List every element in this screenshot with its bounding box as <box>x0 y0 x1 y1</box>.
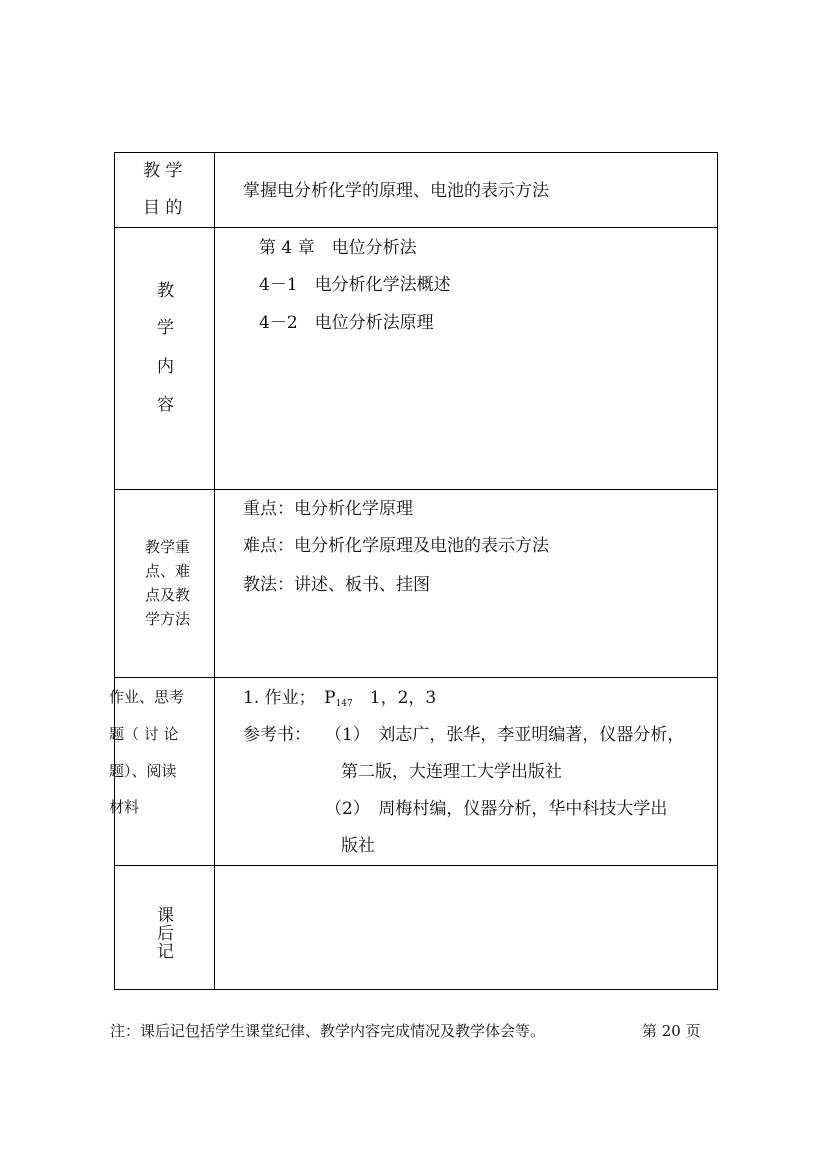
cell-teaching-objective <box>215 153 717 227</box>
label-char: 课 <box>157 906 174 926</box>
reference-2-cont: 版社 <box>341 836 375 856</box>
cell-homework <box>215 678 717 865</box>
label-line: 学方法 <box>145 610 191 628</box>
label-line: 教 学 <box>143 161 183 181</box>
reference-2: （2） 周梅村编，仪器分析，华中科技大学出 <box>325 799 668 819</box>
row-teaching-objective <box>115 153 717 228</box>
label-line: 点及教 <box>145 586 191 604</box>
reference-1-cont: 第二版，大连理工大学出版社 <box>341 762 562 782</box>
label-line: 题）、阅读 <box>109 762 177 780</box>
reference-label: 参考书： <box>243 725 311 745</box>
difficulty-line: 难点：电分析化学原理及电池的表示方法 <box>243 536 549 556</box>
method-line: 教法：讲述、板书、挂图 <box>243 575 430 595</box>
label-char: 学 <box>157 318 174 338</box>
reference-1: （1） 刘志广，张华，李亚明编著，仪器分析， <box>325 725 685 745</box>
chapter-title: 第 4 章 电位分析法 <box>259 238 417 258</box>
cell-teaching-content <box>215 228 717 489</box>
label-line: 点、难 <box>145 562 191 580</box>
label-char: 记 <box>157 942 174 962</box>
cell-after-class-notes <box>215 866 717 989</box>
homework-prefix: 1. 作业； P <box>243 688 336 708</box>
label-teaching-objective <box>115 153 215 227</box>
section-line: 4－2 电位分析法原理 <box>259 313 434 333</box>
label-line: 教学重 <box>145 538 191 556</box>
label-key-points <box>115 490 215 677</box>
footer-note: 注：课后记包括学生课堂纪律、教学内容完成情况及教学体会等。 <box>110 1022 546 1040</box>
label-line: 目 的 <box>143 198 183 218</box>
label-char: 容 <box>157 395 174 415</box>
cell-key-points <box>215 490 717 677</box>
row-key-points <box>115 490 717 678</box>
row-teaching-content <box>115 228 717 490</box>
homework-items: 1，2，3 <box>352 688 437 708</box>
label-char: 教 <box>157 281 174 301</box>
page-number: 第 20 页 <box>642 1022 701 1040</box>
label-char: 内 <box>157 357 174 377</box>
label-line: 材料 <box>109 798 140 816</box>
label-teaching-content <box>115 228 215 489</box>
label-line: 题（ 讨 论 <box>109 725 179 743</box>
label-char: 后 <box>157 924 174 944</box>
objective-text: 掌握电分析化学的原理、电池的表示方法 <box>243 181 549 201</box>
label-homework <box>109 678 215 865</box>
lesson-plan-table <box>109 152 718 990</box>
label-after-class-notes <box>115 866 215 989</box>
homework-line <box>243 690 436 709</box>
key-point-line: 重点：电分析化学原理 <box>243 499 413 519</box>
row-homework <box>109 678 717 866</box>
label-line: 作业、思考 <box>109 688 185 706</box>
page-ref-subscript: 147 <box>335 699 353 709</box>
section-line: 4－1 电分析化学法概述 <box>259 275 451 295</box>
row-after-class-notes <box>115 866 717 989</box>
